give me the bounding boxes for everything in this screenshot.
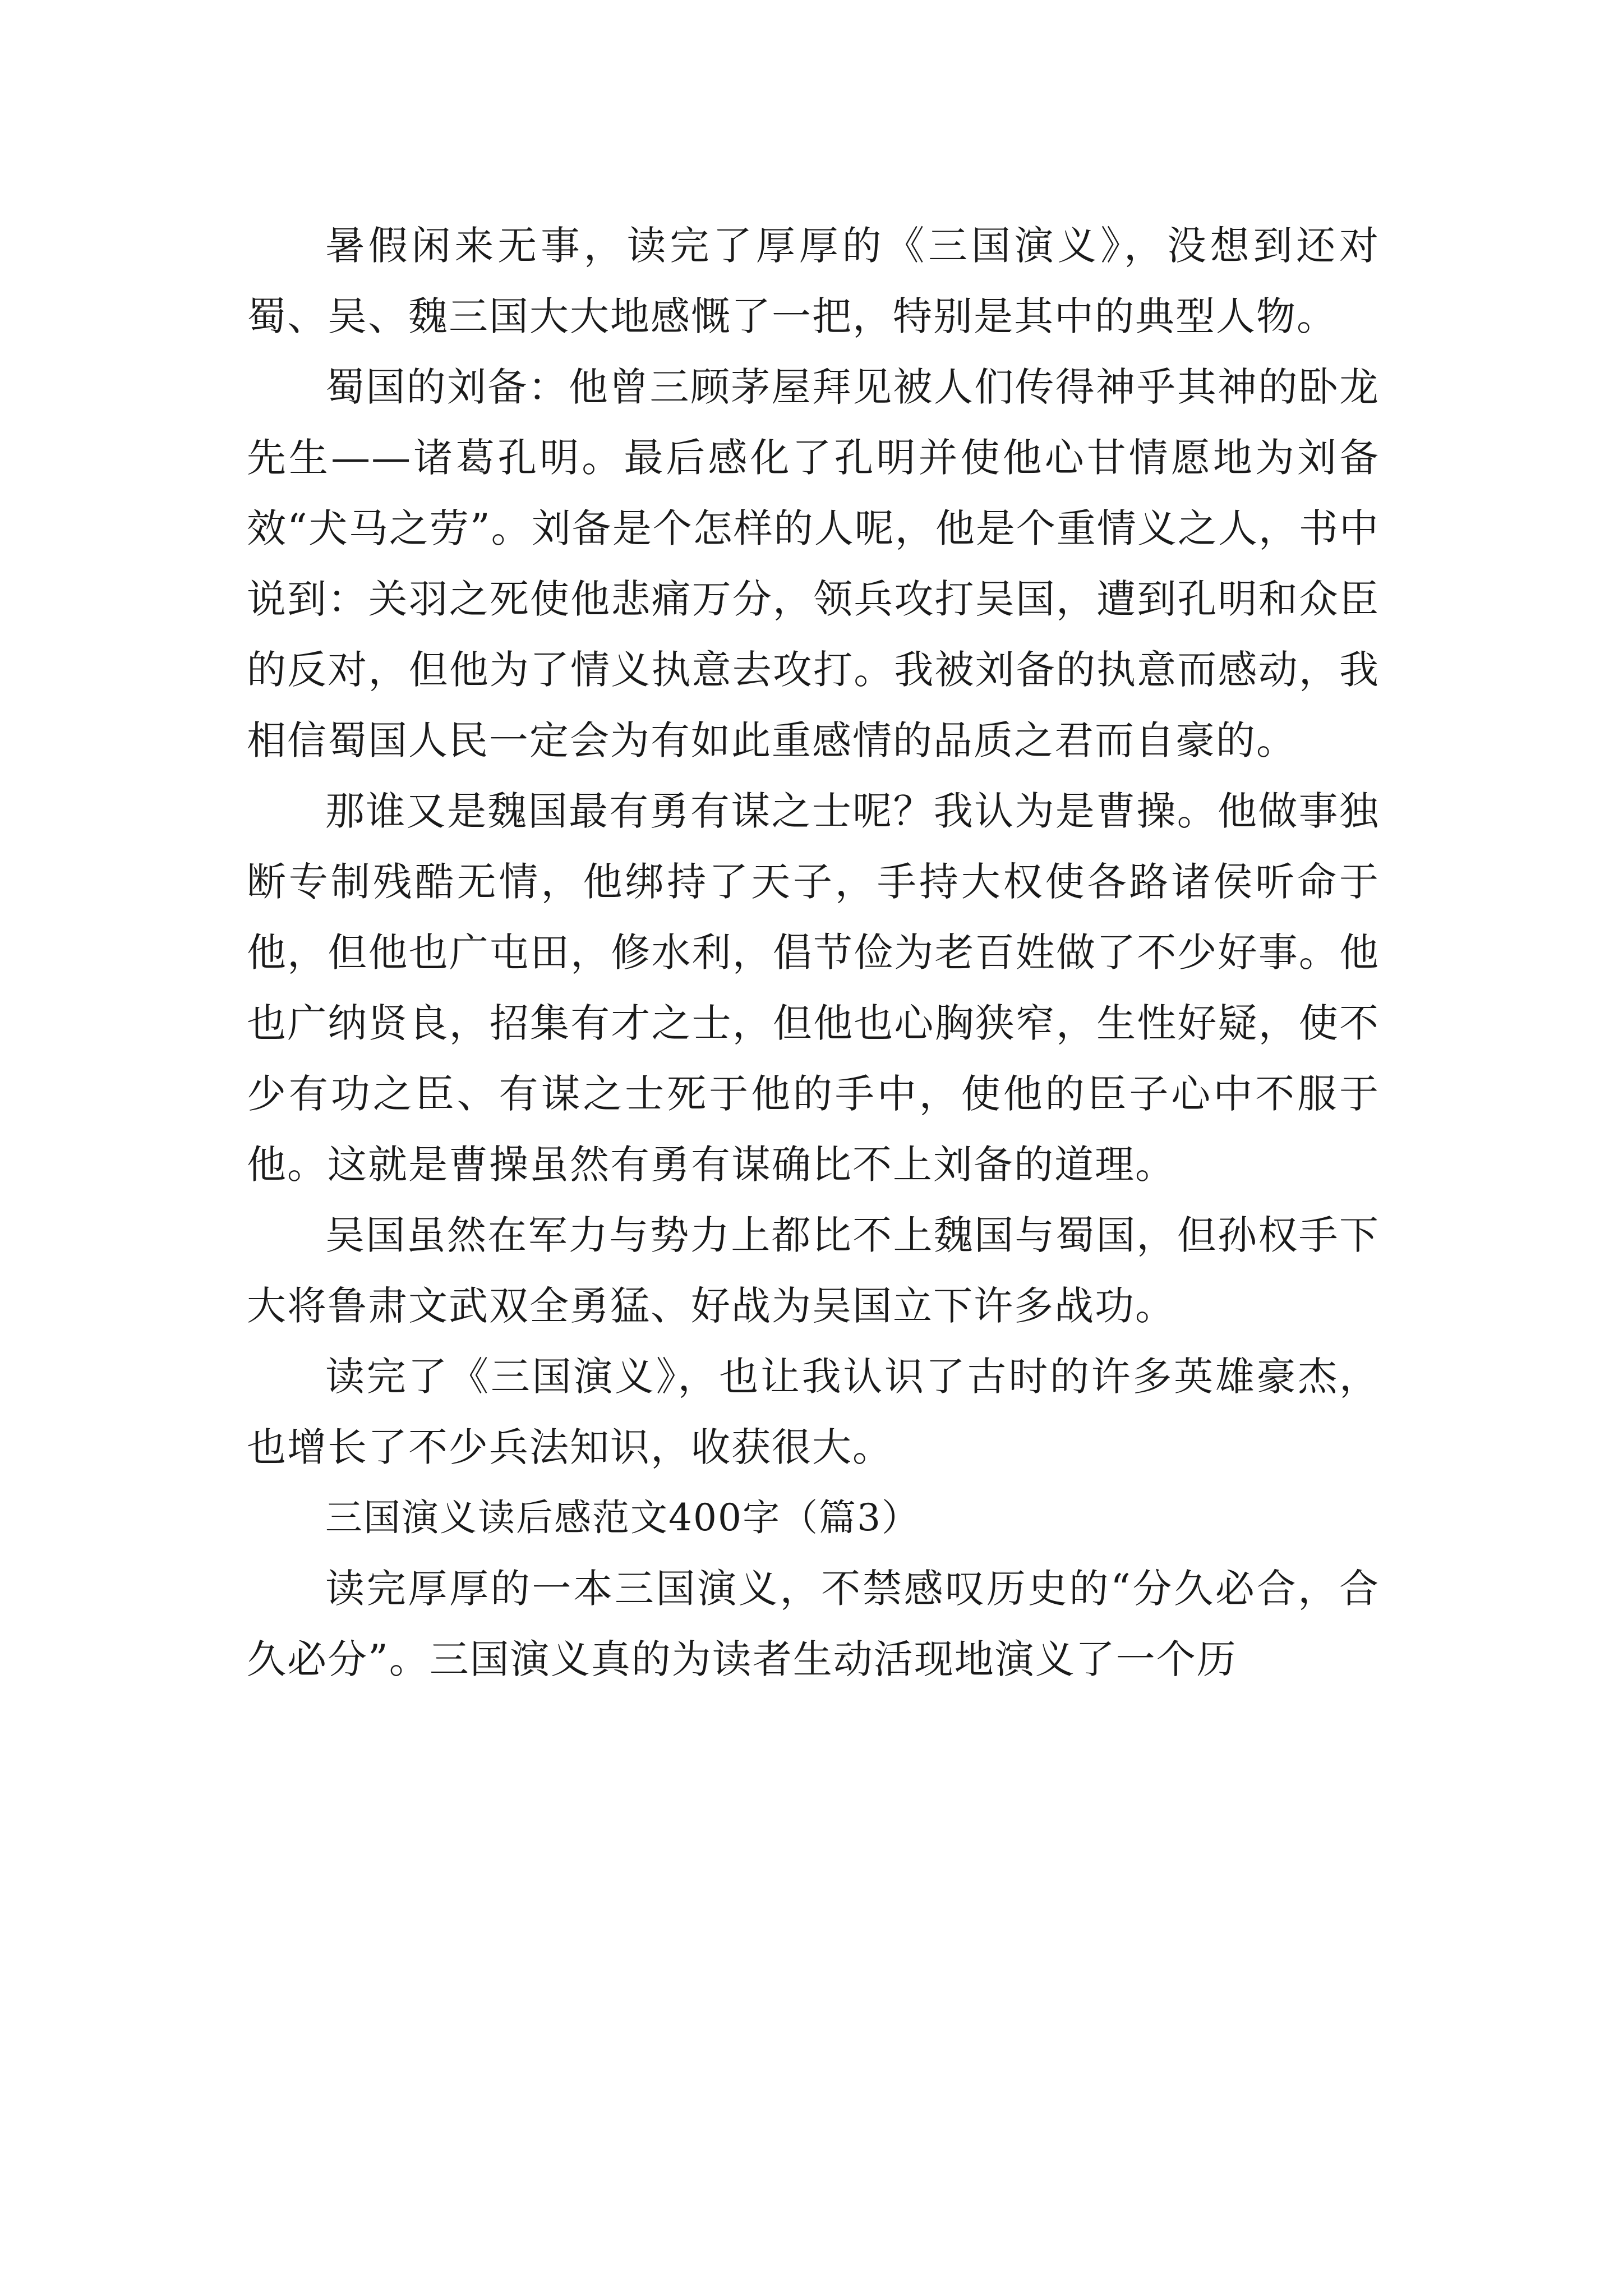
paragraph-wu-kingdom: 吴国虽然在军力与势力上都比不上魏国与蜀国，但孙权手下大将鲁肃文武双全勇猛、好战为吴国立下许多战功。 — [247, 1212, 1380, 1329]
section-heading: 三国演义读后感范文400字（篇3） — [325, 1496, 920, 1539]
paragraph-liu-bei: 蜀国的刘备：他曾三顾茅屋拜见被人们传得神乎其神的卧龙先生——诸葛孔明。最后感化了孔明并使他心甘情愿地为刘备效“犬马之劳”。刘备是个怎样的人呢，他是个重情义之人，书中说到：关羽之死使他悲痛万分，领兵攻打吴国，遭到孔明和众臣的反对，但他为了情义执意去攻打。我被刘备的执意而感动，我相信蜀国人民一定会为有如此重感情的品质之君而自豪的。 — [247, 364, 1380, 763]
document-body — [247, 210, 1380, 1695]
paragraph-cao-cao: 那谁又是魏国最有勇有谋之士呢？我认为是曹操。他做事独断专制残酷无情，他绑持了天子，手持大权使各路诸侯听命于他，但他也广屯田，修水利，倡节俭为老百姓做了不少好事。他也广纳贤良，招集有才之士，但他也心胸狭窄，生性好疑，使不少有功之臣、有谋之士死于他的手中，使他的臣子心中不服于他。这就是曹操虽然有勇有谋确比不上刘备的道理。 — [247, 788, 1380, 1188]
paragraph-conclusion: 读完了《三国演义》，也让我认识了古时的许多英雄豪杰，也增长了不少兵法知识，收获很大。 — [247, 1354, 1380, 1470]
paragraph-intro: 暑假闲来无事，读完了厚厚的《三国演义》，没想到还对蜀、吴、魏三国大大地感慨了一把，特别是其中的典型人物。 — [247, 223, 1380, 339]
paragraph-essay-3-start: 读完厚厚的一本三国演义，不禁感叹历史的“分久必合，合久必分”。三国演义真的为读者生动活现地演义了一个历 — [247, 1566, 1380, 1682]
